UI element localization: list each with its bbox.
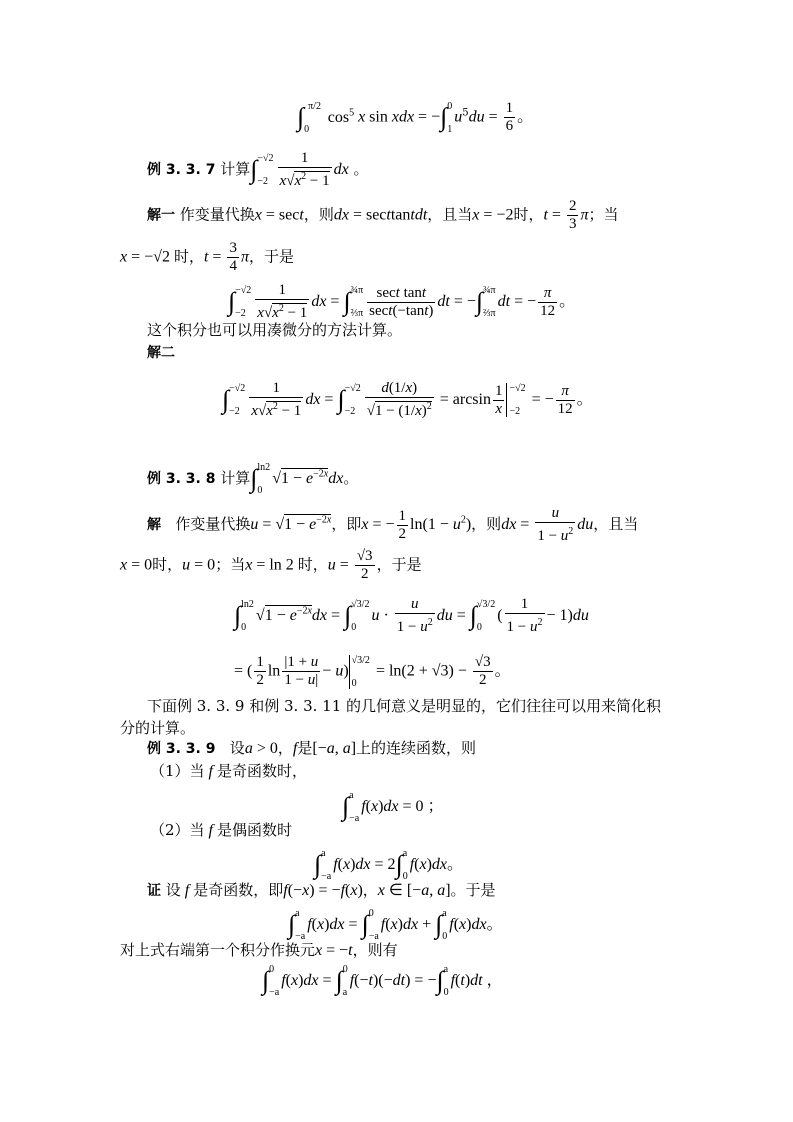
text: 设 (165, 881, 181, 899)
text: 时， (297, 555, 328, 574)
example-3-3-9: 例 3. 3. 9 设a > 0，f是[−a, a]上的连续函数，则 (147, 739, 477, 757)
example-label: 例 3. 3. 7 (147, 162, 216, 178)
text: 是 (297, 739, 313, 757)
formula-sec-substitution: ∫ −√2 −2 $\frac{1}{x√x^2 - 1}$ dx = ∫ ¾π ⅔π $\frac{\text{sect tant}}{\sec t(-\tan t)}$ dt = −∫ ¾π ⅔π dt = − $\frac{\pi}{12}$ 。 (228, 282, 576, 321)
text: 是偶函数时 (217, 821, 293, 839)
case-1: （1）当 f 是奇函数时， (150, 762, 308, 780)
text: ，于是 (248, 247, 294, 266)
text: 时， (152, 555, 183, 574)
proof-label: 证 (147, 883, 161, 899)
solution-label: 解一 (147, 207, 175, 224)
example-label: 例 3. 3. 9 (147, 741, 216, 757)
text: ，则 (471, 515, 502, 533)
solution-3-3-8-line-1: 解 作变量代换$u = √1 - e^{-2x}$，即x = − $\frac{1}{2}$ $\ln(1 - u^2)$，则dx = $\frac{u}{1 - u^2}$ du，且当 (147, 505, 639, 544)
text: 对上式右端第一个积分作换元 (120, 941, 316, 959)
formula-change: ∫ 0 −a f(x)dx = ∫ 0 a f(−t)(−dt) = −∫ a 0 f(t)dt ， (262, 964, 503, 998)
proof-line: 证 设 f 是奇函数，即f(−x) = −f(x)，x ∈ [−a, a]。于是 (147, 881, 496, 899)
text: 上的连续函数，则 (356, 739, 477, 757)
text: 是奇函数时， (217, 762, 308, 780)
solution-3-3-8-line-2: x = 0时，u = 0；当x = ln 2 时，u = $\frac{√3}{2}$ ，于是 (120, 548, 422, 582)
text: ，且当 (427, 205, 473, 224)
text: ，则有 (352, 941, 398, 959)
text: ， (362, 881, 378, 899)
formula-cos5: ∫ π/2 0 $\cos^5 x$ sin xdx = −∫ 0 1 $u^5du$ = $\frac{1}{6}$ 。 (297, 100, 534, 135)
text: 时， (513, 205, 544, 224)
text: ，则 (303, 205, 334, 224)
text: ，即 (331, 515, 362, 533)
formula-odd: ∫ a −a f(x)dx = 0 ； (342, 790, 444, 824)
paragraph-line-2: 分的计算。 (120, 719, 196, 737)
formula-split: ∫ a −a f(x)dx = ∫ 0 −a f(x)dx + ∫ a 0 f(x)dx。 (288, 908, 503, 942)
text: 是奇函数，即 (193, 881, 284, 899)
paragraph-line-1: 下面例 3. 3. 9 和例 3. 3. 11 的几何意义是明显的，它们往往可以用来简化积 (147, 697, 662, 715)
text: 作变量代换 (179, 205, 255, 224)
last-line: 对上式右端第一个积分作换元x = −t，则有 (120, 941, 398, 959)
formula-substitution-1: ∫ ln2 0 $√1 - e^{-2x}dx$ = ∫ √3/2 0 u · $\frac{u}{1 - u^2}$ du = ∫ √3/2 0 ( $\frac{1}{1 - u^2}$ − 1)du (234, 596, 589, 635)
note-line: 这个积分也可以用凑微分的方法计算。 (147, 321, 403, 339)
text: ，于是 (376, 555, 422, 574)
text: 时， (173, 247, 204, 266)
example-3-3-8: 例 3. 3. 8 计算∫ ln2 0 $√1 - e^{-2x}dx$。 (147, 462, 359, 496)
text: ， (277, 739, 293, 757)
solution-2-label: 解二 (147, 345, 175, 361)
text: （2）当 (150, 821, 205, 839)
solution-1-line: 解一 作变量代换x = sect，则dx = secttantdt，且当x = −2时，t = $\frac{2}{3}$ π；当 (147, 198, 619, 232)
text: 。于是 (450, 881, 496, 899)
solution-label: 解 (147, 517, 161, 533)
text: ，且当 (593, 515, 639, 533)
example-label: 例 3. 3. 8 (147, 471, 216, 487)
text: 设 (229, 739, 245, 757)
case-2: （2）当 f 是偶函数时 (150, 821, 293, 839)
example-3-3-7: 例 3. 3. 7 计算∫ −√2 −2 $\frac{1}{x√x^2 - 1}$ dx 。 (147, 150, 369, 189)
solution-1-line-2: x = −√2 时，t = $\frac{3}{4}$ π，于是 (120, 240, 294, 274)
text: 计算 (220, 469, 251, 487)
formula-substitution-2: = ( $\frac{1}{2}$ ln $\frac{|1 + u}{1 - u|}$ − u) √3/2 0 = ln(2 + √3) − $\frac{√3}{2}$ 。 (234, 654, 511, 689)
text: ；当 (215, 555, 246, 574)
text: ；当 (588, 205, 619, 224)
formula-even: ∫ a −a f(x)dx = 2∫ a 0 f(x)dx。 (314, 848, 464, 882)
text: （1）当 (150, 762, 205, 780)
formula-arcsin: ∫ −√2 −2 $\frac{1}{x√x^2 - 1}$ dx = ∫ −√2 −2 $\frac{d(1/x)}{√1 - (1/x)^2}$ = arcsin $\frac{1}{x}$ −√2 −2 = − $\frac{\pi}{12}$ 。 (222, 380, 593, 419)
text: 作变量代换 (175, 515, 251, 533)
